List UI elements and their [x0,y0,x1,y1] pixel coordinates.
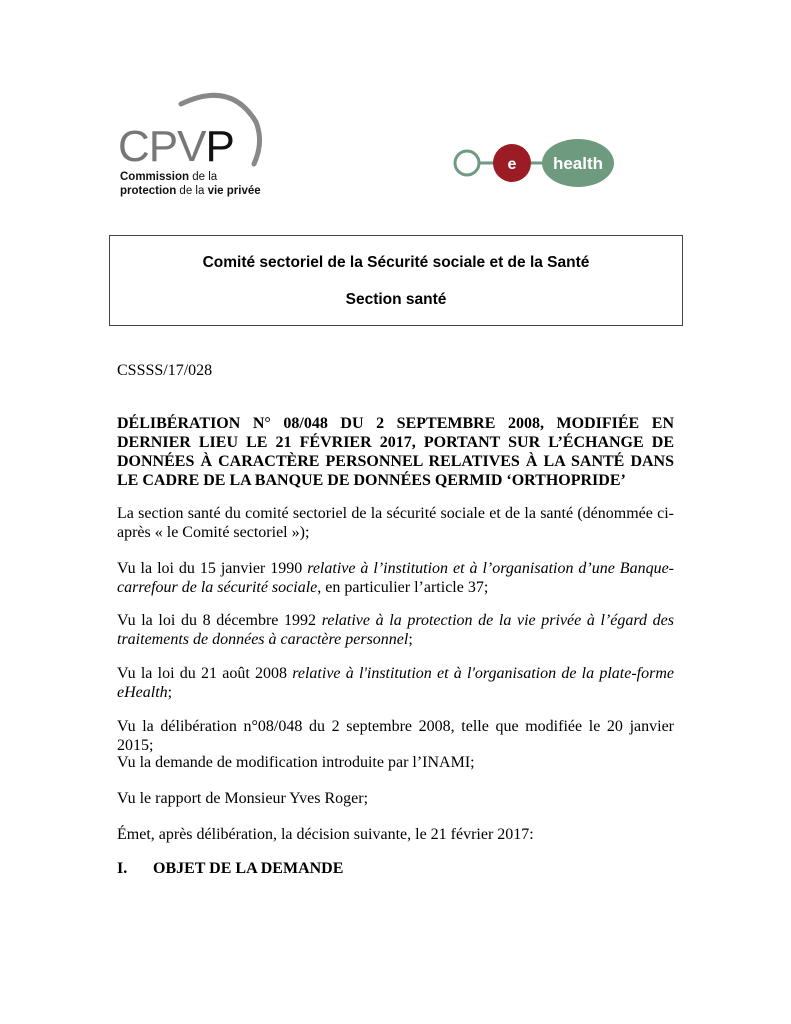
section-heading: I. OBJET DE LA DEMANDE [117,860,344,877]
paragraph-4: Vu la loi du 21 août 2008 relative à l'institution et à l'organisation de la plate-forme eHealth; [117,665,675,701]
paragraph-8: Émet, après délibération, la décision suivante, le 21 février 2017: [117,826,534,843]
svg-text:health: health [552,154,604,173]
cpvp-subtitle: Commission de la protection de la vie privée [120,171,261,197]
cpvp-letters: CPVP [118,122,234,171]
paragraph-1: La section santé du comité sectoriel de la sécurité sociale et de la santé (dénommée ci-après « le Comité sectoriel »); [117,505,674,541]
paragraph-2: Vu la loi du 15 janvier 1990 relative à l’institution et à l’organisation d’une Banque-carrefour de la sécurité sociale, en particulier l’article 37; [117,560,675,596]
paragraph-6: Vu la demande de modification introduite par l’INAMI; [117,754,475,771]
cpvp-logo [118,92,268,202]
paragraph-3: Vu la loi du 8 décembre 1992 relative à la protection de la vie privée à l’égard des traitements de données à caractère personnel; [117,612,674,648]
section-title: Section santé [345,291,447,308]
paragraph-5: Vu la délibération n°08/048 du 2 septembre 2008, telle que modifiée le 20 janvier 2015; [117,718,674,754]
ehealth-logo [452,136,617,190]
paragraph-7: Vu le rapport de Monsieur Yves Roger; [117,790,369,807]
reference-number: CSSSS/17/028 [117,362,213,379]
header-box [109,235,683,326]
deliberation-heading: DÉLIBÉRATION N° 08/048 DU 2 SEPTEMBRE 2008, MODIFIÉE EN DERNIER LIEU LE 21 FÉVRIER 2017, PORTANT SUR L’ÉCHANGE DE DONNÉES À CARACTÈRE PERSONNEL RELATIVES À LA SANTÉ DANS LE CADRE DE LA BANQUE DE DONNÉES QERMID ‘ORTHOPRIDE’ [117,415,674,489]
svg-text:e: e [507,156,517,173]
committee-title: Comité sectoriel de la Sécurité sociale et de la Santé [202,254,590,271]
